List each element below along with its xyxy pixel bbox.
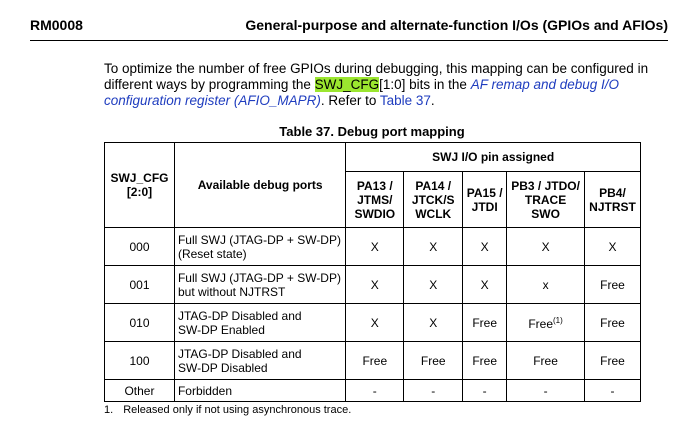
pin-label: SWDIO bbox=[354, 206, 396, 221]
pin-label: JTMS/ bbox=[357, 192, 393, 207]
footnote-text: Released only if not using asynchronous trace. bbox=[123, 404, 352, 416]
ports-text: Full SWJ (JTAG-DP + SW-DP) bbox=[177, 232, 341, 247]
header-swj-cfg bbox=[105, 143, 175, 228]
value-cell: Free bbox=[463, 342, 507, 380]
pin-label: PA13 / bbox=[356, 178, 393, 193]
pin-label: TRACE bbox=[524, 192, 567, 207]
cfg-cell: 010 bbox=[105, 304, 175, 342]
pin-label: WCLK bbox=[415, 206, 452, 221]
intro-paragraph bbox=[104, 61, 664, 109]
debug-port-table bbox=[104, 142, 641, 402]
table-row bbox=[105, 342, 641, 380]
value-cell: X bbox=[584, 228, 640, 266]
value-cell: Free bbox=[404, 342, 463, 380]
footnote-number: 1. bbox=[104, 404, 114, 416]
document-id: RM0008 bbox=[30, 17, 83, 33]
ports-cell bbox=[174, 304, 345, 342]
highlighted-term: SWJ_CFG bbox=[314, 77, 380, 92]
table-37-link[interactable]: Table 37 bbox=[379, 93, 431, 108]
pin-label: PB3 / JTDO/ bbox=[511, 178, 580, 193]
ports-text: but without NJTRST bbox=[177, 284, 286, 299]
ports-text: JTAG-DP Disabled and bbox=[177, 308, 302, 323]
value-cell: Free bbox=[584, 266, 640, 304]
ports-text: (Reset state) bbox=[177, 246, 247, 261]
value-cell bbox=[507, 304, 585, 342]
ports-cell: Forbidden bbox=[174, 380, 345, 402]
header-pin-group: SWJ I/O pin assigned bbox=[346, 143, 641, 172]
table-footnote bbox=[104, 404, 351, 416]
table-row bbox=[105, 380, 641, 402]
pin-label: PB4/ bbox=[599, 185, 626, 200]
value-cell: Free bbox=[584, 342, 640, 380]
value-cell: X bbox=[346, 266, 404, 304]
pin-label: JTDI bbox=[471, 199, 498, 214]
value-cell: X bbox=[507, 228, 585, 266]
value-cell: - bbox=[584, 380, 640, 402]
ports-cell bbox=[174, 342, 345, 380]
header-text: SWJ_CFG bbox=[110, 171, 169, 185]
text-segment: . bbox=[430, 93, 435, 108]
value-cell: X bbox=[404, 266, 463, 304]
paragraph-line-1: To optimize the number of free GPIOs during debugging, this mapping can be configured in bbox=[104, 61, 649, 76]
paragraph-line-2 bbox=[104, 77, 664, 93]
pin-label: SWO bbox=[531, 206, 560, 221]
pin-label: NJTRST bbox=[589, 199, 636, 214]
afio-mapr-link-cont[interactable]: configuration register (AFIO_MAPR) bbox=[104, 93, 321, 108]
header-text: [2:0] bbox=[126, 185, 153, 199]
text-segment: different ways by programming the bbox=[104, 77, 315, 92]
value-cell: - bbox=[346, 380, 404, 402]
text-segment: [1:0] bits in the bbox=[379, 77, 471, 92]
value-cell: Free bbox=[584, 304, 640, 342]
value-cell: Free bbox=[346, 342, 404, 380]
text-segment: . Refer to bbox=[320, 93, 380, 108]
value-cell: X bbox=[404, 304, 463, 342]
cfg-cell: 001 bbox=[105, 266, 175, 304]
header-debug-ports: Available debug ports bbox=[174, 143, 345, 228]
pin-label: PA15 / bbox=[466, 185, 503, 200]
table-row bbox=[105, 228, 641, 266]
section-title: General-purpose and alternate-function I/Os (GPIOs and AFIOs) bbox=[245, 17, 668, 33]
table-caption: Table 37. Debug port mapping bbox=[279, 124, 465, 139]
value-cell: X bbox=[346, 228, 404, 266]
header-rule bbox=[30, 40, 668, 41]
ports-text: Full SWJ (JTAG-DP + SW-DP) bbox=[177, 270, 341, 285]
value-cell: - bbox=[507, 380, 585, 402]
cfg-cell: 100 bbox=[105, 342, 175, 380]
value-text: Free bbox=[528, 317, 554, 331]
table-row bbox=[105, 304, 641, 342]
table-row bbox=[105, 266, 641, 304]
value-cell: X bbox=[463, 266, 507, 304]
cfg-cell: 000 bbox=[105, 228, 175, 266]
footnote-ref: (1) bbox=[553, 316, 563, 325]
ports-text: SW-DP Enabled bbox=[177, 322, 265, 337]
value-cell: Free bbox=[507, 342, 585, 380]
ports-cell bbox=[174, 266, 345, 304]
afio-mapr-link[interactable]: AF remap and debug I/O bbox=[470, 77, 620, 92]
header-pin-pb3 bbox=[507, 172, 585, 228]
paragraph-line-3 bbox=[104, 93, 664, 109]
header-pin-pa14 bbox=[404, 172, 463, 228]
value-cell: - bbox=[404, 380, 463, 402]
ports-cell bbox=[174, 228, 345, 266]
cfg-cell: Other bbox=[105, 380, 175, 402]
value-cell: x bbox=[507, 266, 585, 304]
ports-text: SW-DP Disabled bbox=[177, 360, 268, 375]
header-pin-pa15 bbox=[463, 172, 507, 228]
ports-text: JTAG-DP Disabled and bbox=[177, 346, 302, 361]
value-cell: X bbox=[346, 304, 404, 342]
value-cell: - bbox=[463, 380, 507, 402]
value-cell: X bbox=[463, 228, 507, 266]
value-cell: X bbox=[404, 228, 463, 266]
pin-label: PA14 / bbox=[415, 178, 452, 193]
value-cell: Free bbox=[463, 304, 507, 342]
pin-label: JTCK/S bbox=[411, 192, 455, 207]
header-pin-pb4 bbox=[584, 172, 640, 228]
header-pin-pa13 bbox=[346, 172, 404, 228]
